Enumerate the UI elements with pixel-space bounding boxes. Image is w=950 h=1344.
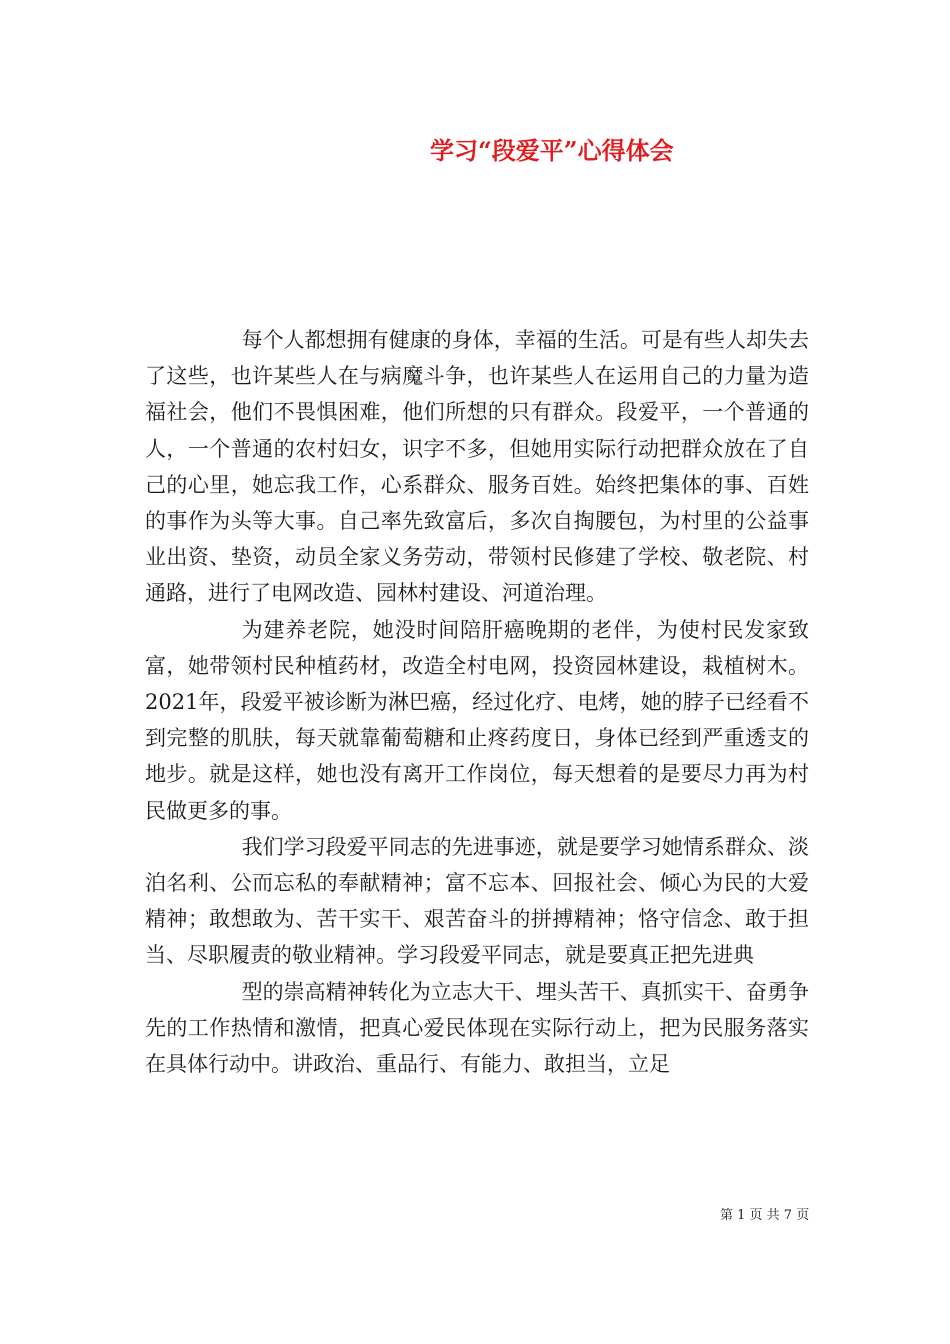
document-title: 学习“段爱平”心得体会 bbox=[430, 136, 674, 165]
paragraph-2: 为建养老院，她没时间陪肝癌晚期的老伴，为使村民发家致富，她带领村民种植药材，改造全村电网，投资园林建设，栽植树木。2021年，段爱平被诊断为淋巴癌，经过化疗、电烤，她的脖子已经看不到完整的肌肤，每天就靠葡萄糖和止疼药度日，身体已经到严重透支的地步。就是这样，她也没有离开工作岗位，每天想着的是要尽力再为村民做更多的事。 bbox=[145, 617, 809, 823]
document-body bbox=[145, 322, 809, 1082]
paragraph-3: 我们学习段爱平同志的先进事迹，就是要学习她情系群众、淡泊名利、公而忘私的奉献精神；富不忘本、回报社会、倾心为民的大爱精神；敢想敢为、苦干实干、艰苦奋斗的拼搏精神；恪守信念、敢于担当、尽职履责的敬业精神。学习段爱平同志，就是要真正把先进典 bbox=[145, 834, 809, 968]
page-number-footer: 第 1 页 共 7 页 bbox=[720, 1208, 810, 1223]
paragraph-4: 型的崇高精神转化为立志大干、埋头苦干、真抓实干、奋勇争先的工作热情和激情，把真心爱民体现在实际行动上，把为民服务落实在具体行动中。讲政治、重品行、有能力、敢担当，立足 bbox=[145, 979, 809, 1077]
paragraph-1: 每个人都想拥有健康的身体，幸福的生活。可是有些人却失去了这些，也许某些人在与病魔斗争，也许某些人在运用自己的力量为造福社会，他们不畏惧困难，他们所想的只有群众。段爱平，一个普通的人，一个普通的农村妇女，识字不多，但她用实际行动把群众放在了自己的心里，她忘我工作，心系群众、服务百姓。始终把集体的事、百姓的事作为头等大事。自己率先致富后，多次自掏腰包，为村里的公益事业出资、垫资，动员全家义务劳动，带领村民修建了学校、敬老院、村通路，进行了电网改造、园林村建设、河道治理。 bbox=[145, 328, 809, 606]
